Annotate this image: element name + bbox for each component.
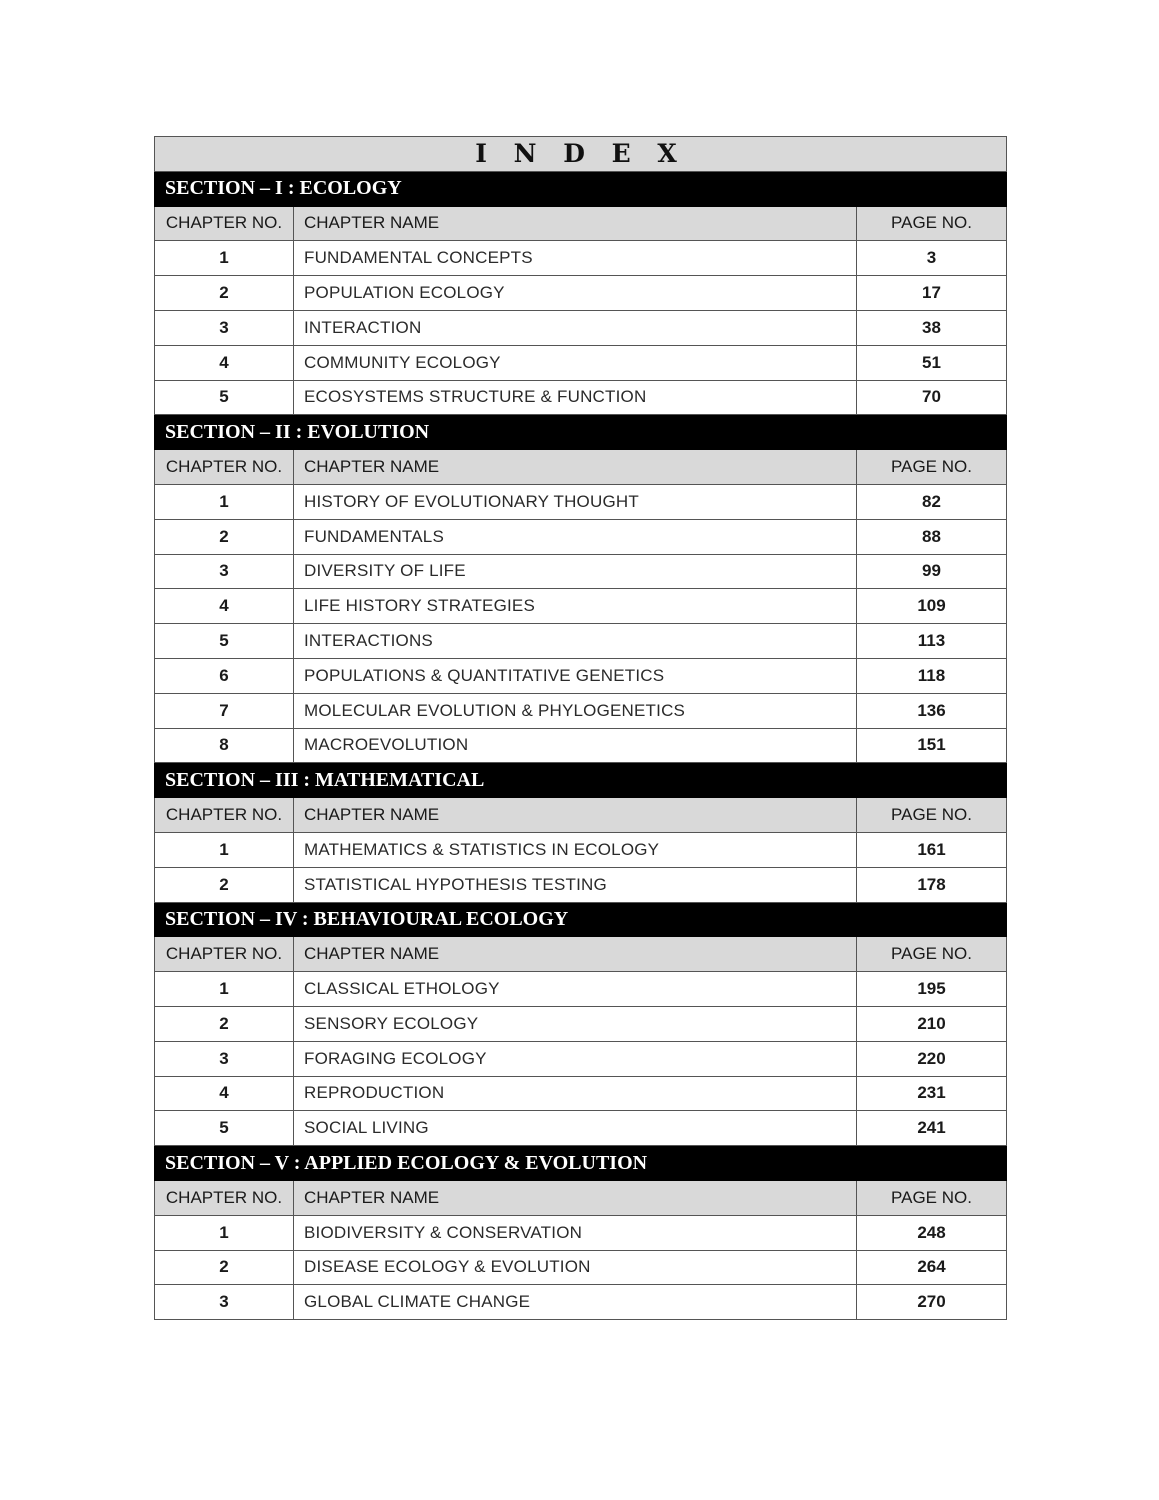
chapter-page: 231 — [857, 1076, 1007, 1111]
section-title: SECTION – III : MATHEMATICAL — [155, 763, 1007, 798]
chapter-name: INTERACTIONS — [294, 624, 857, 659]
header-chapter-no: CHAPTER NO. — [155, 1180, 294, 1215]
chapter-page: 248 — [857, 1215, 1007, 1250]
chapter-name: LIFE HISTORY STRATEGIES — [294, 589, 857, 624]
chapter-page: 51 — [857, 345, 1007, 380]
header-chapter-no: CHAPTER NO. — [155, 206, 294, 241]
chapter-number: 1 — [155, 1215, 294, 1250]
chapter-name: SOCIAL LIVING — [294, 1111, 857, 1146]
header-chapter-name: CHAPTER NAME — [294, 798, 857, 833]
chapter-number: 2 — [155, 519, 294, 554]
chapter-name: POPULATION ECOLOGY — [294, 276, 857, 311]
chapter-row — [155, 310, 1007, 345]
chapter-number: 2 — [155, 1006, 294, 1041]
section-row — [155, 763, 1007, 798]
chapter-name: DISEASE ECOLOGY & EVOLUTION — [294, 1250, 857, 1285]
chapter-number: 1 — [155, 241, 294, 276]
chapter-number: 3 — [155, 554, 294, 589]
chapter-number: 8 — [155, 728, 294, 763]
chapter-number: 3 — [155, 310, 294, 345]
chapter-page: 220 — [857, 1041, 1007, 1076]
chapter-page: 113 — [857, 624, 1007, 659]
chapter-row — [155, 624, 1007, 659]
section-title: SECTION – IV : BEHAVIOURAL ECOLOGY — [155, 902, 1007, 937]
chapter-page: 118 — [857, 658, 1007, 693]
header-page-no: PAGE NO. — [857, 450, 1007, 485]
chapter-row — [155, 1250, 1007, 1285]
chapter-name: SENSORY ECOLOGY — [294, 1006, 857, 1041]
chapter-page: 264 — [857, 1250, 1007, 1285]
chapter-page: 161 — [857, 832, 1007, 867]
chapter-name: MACROEVOLUTION — [294, 728, 857, 763]
chapter-row — [155, 1076, 1007, 1111]
chapter-number: 5 — [155, 624, 294, 659]
chapter-name: FUNDAMENTALS — [294, 519, 857, 554]
chapter-name: REPRODUCTION — [294, 1076, 857, 1111]
chapter-page: 210 — [857, 1006, 1007, 1041]
chapter-row — [155, 867, 1007, 902]
chapter-row — [155, 276, 1007, 311]
chapter-number: 4 — [155, 345, 294, 380]
chapter-row — [155, 1041, 1007, 1076]
header-chapter-name: CHAPTER NAME — [294, 206, 857, 241]
chapter-name: BIODIVERSITY & CONSERVATION — [294, 1215, 857, 1250]
chapter-number: 6 — [155, 658, 294, 693]
column-header-row — [155, 937, 1007, 972]
section-row — [155, 902, 1007, 937]
chapter-row — [155, 832, 1007, 867]
chapter-name: POPULATIONS & QUANTITATIVE GENETICS — [294, 658, 857, 693]
section-title: SECTION – I : ECOLOGY — [155, 171, 1007, 206]
chapter-row — [155, 728, 1007, 763]
chapter-row — [155, 345, 1007, 380]
chapter-number: 3 — [155, 1285, 294, 1320]
index-body — [155, 137, 1007, 1320]
chapter-row — [155, 972, 1007, 1007]
chapter-row — [155, 554, 1007, 589]
chapter-page: 38 — [857, 310, 1007, 345]
section-row — [155, 1146, 1007, 1181]
section-row — [155, 171, 1007, 206]
chapter-number: 4 — [155, 589, 294, 624]
chapter-number: 7 — [155, 693, 294, 728]
chapter-row — [155, 1285, 1007, 1320]
chapter-row — [155, 589, 1007, 624]
chapter-row — [155, 693, 1007, 728]
chapter-number: 1 — [155, 484, 294, 519]
chapter-name: ECOSYSTEMS STRUCTURE & FUNCTION — [294, 380, 857, 415]
section-title: SECTION – V : APPLIED ECOLOGY & EVOLUTION — [155, 1146, 1007, 1181]
chapter-page: 88 — [857, 519, 1007, 554]
chapter-number: 3 — [155, 1041, 294, 1076]
chapter-page: 82 — [857, 484, 1007, 519]
chapter-page: 195 — [857, 972, 1007, 1007]
header-page-no: PAGE NO. — [857, 937, 1007, 972]
header-page-no: PAGE NO. — [857, 206, 1007, 241]
section-row — [155, 415, 1007, 450]
chapter-row — [155, 1215, 1007, 1250]
chapter-number: 1 — [155, 832, 294, 867]
header-page-no: PAGE NO. — [857, 1180, 1007, 1215]
chapter-name: GLOBAL CLIMATE CHANGE — [294, 1285, 857, 1320]
chapter-page: 109 — [857, 589, 1007, 624]
section-title: SECTION – II : EVOLUTION — [155, 415, 1007, 450]
index-title-row — [155, 137, 1007, 172]
chapter-row — [155, 484, 1007, 519]
chapter-number: 4 — [155, 1076, 294, 1111]
header-chapter-name: CHAPTER NAME — [294, 937, 857, 972]
chapter-name: COMMUNITY ECOLOGY — [294, 345, 857, 380]
chapter-page: 70 — [857, 380, 1007, 415]
chapter-row — [155, 519, 1007, 554]
header-chapter-name: CHAPTER NAME — [294, 450, 857, 485]
chapter-page: 3 — [857, 241, 1007, 276]
index-table — [154, 136, 1007, 1320]
chapter-name: HISTORY OF EVOLUTIONARY THOUGHT — [294, 484, 857, 519]
chapter-name: INTERACTION — [294, 310, 857, 345]
header-chapter-no: CHAPTER NO. — [155, 798, 294, 833]
chapter-number: 2 — [155, 276, 294, 311]
chapter-row — [155, 241, 1007, 276]
chapter-name: FUNDAMENTAL CONCEPTS — [294, 241, 857, 276]
chapter-page: 17 — [857, 276, 1007, 311]
chapter-name: FORAGING ECOLOGY — [294, 1041, 857, 1076]
chapter-number: 5 — [155, 1111, 294, 1146]
header-chapter-no: CHAPTER NO. — [155, 937, 294, 972]
header-page-no: PAGE NO. — [857, 798, 1007, 833]
column-header-row — [155, 1180, 1007, 1215]
chapter-name: MOLECULAR EVOLUTION & PHYLOGENETICS — [294, 693, 857, 728]
chapter-name: DIVERSITY OF LIFE — [294, 554, 857, 589]
chapter-row — [155, 1111, 1007, 1146]
column-header-row — [155, 798, 1007, 833]
chapter-row — [155, 1006, 1007, 1041]
index-title: I N D E X — [155, 137, 1007, 172]
chapter-number: 1 — [155, 972, 294, 1007]
chapter-page: 178 — [857, 867, 1007, 902]
header-chapter-name: CHAPTER NAME — [294, 1180, 857, 1215]
chapter-number: 5 — [155, 380, 294, 415]
chapter-page: 151 — [857, 728, 1007, 763]
chapter-name: STATISTICAL HYPOTHESIS TESTING — [294, 867, 857, 902]
chapter-row — [155, 380, 1007, 415]
column-header-row — [155, 206, 1007, 241]
chapter-page: 270 — [857, 1285, 1007, 1320]
chapter-name: CLASSICAL ETHOLOGY — [294, 972, 857, 1007]
chapter-page: 99 — [857, 554, 1007, 589]
chapter-number: 2 — [155, 867, 294, 902]
chapter-number: 2 — [155, 1250, 294, 1285]
column-header-row — [155, 450, 1007, 485]
chapter-page: 136 — [857, 693, 1007, 728]
chapter-row — [155, 658, 1007, 693]
chapter-name: MATHEMATICS & STATISTICS IN ECOLOGY — [294, 832, 857, 867]
chapter-page: 241 — [857, 1111, 1007, 1146]
header-chapter-no: CHAPTER NO. — [155, 450, 294, 485]
